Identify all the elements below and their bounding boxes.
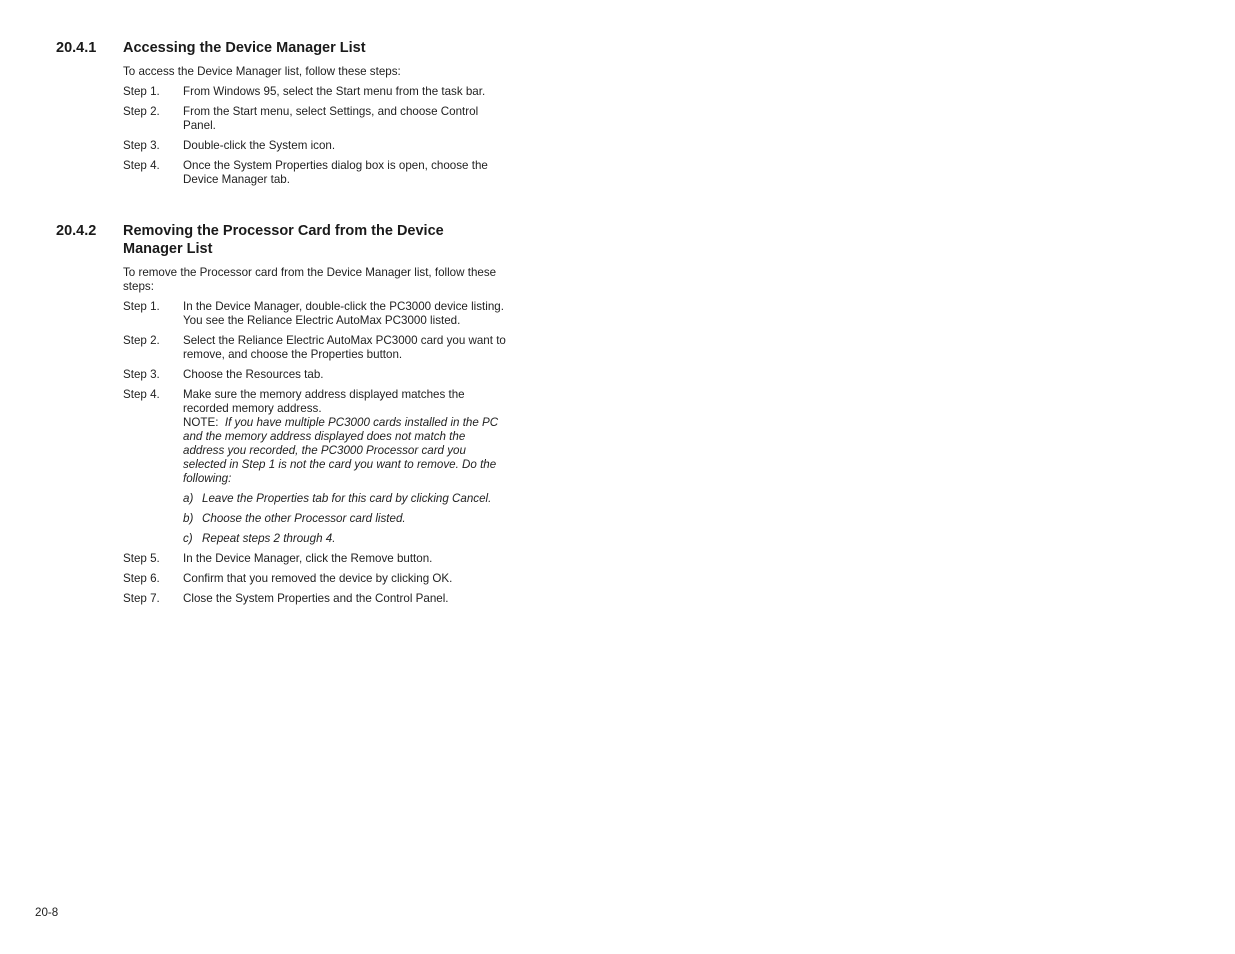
step-label: Step 2. (123, 105, 160, 118)
section-number: 20.4.2 (56, 223, 97, 239)
step-label: Step 3. (123, 368, 160, 381)
sub-step-label: c) (183, 532, 193, 545)
step-item (123, 388, 516, 546)
step-label: Step 1. (123, 300, 160, 313)
step-text: From the Start menu, select Settings, and choose Control Panel. (183, 105, 479, 132)
sub-step-text: Choose the other Processor card listed. (202, 512, 406, 525)
step-label: Step 4. (123, 159, 160, 172)
step-text: In the Device Manager, double-click the PC3000 device listing. You see the Reliance Electric AutoMax PC3000 listed. (183, 300, 504, 327)
step-text: Select the Reliance Electric AutoMax PC3000 card you want to remove, and choose the Properties button. (183, 334, 506, 361)
step-label: Step 7. (123, 592, 160, 605)
step-text: Choose the Resources tab. (183, 368, 324, 381)
step-item (123, 105, 516, 133)
section-accessing-device-manager (56, 39, 516, 193)
sub-step-list (183, 492, 508, 546)
section-heading (56, 39, 516, 57)
step-text: Confirm that you removed the device by clicking OK. (183, 572, 453, 585)
step-label: Step 6. (123, 572, 160, 585)
sub-step-item (183, 532, 508, 546)
step-label: Step 3. (123, 139, 160, 152)
step-text: Close the System Properties and the Control Panel. (183, 592, 449, 605)
sub-step-item (183, 492, 508, 506)
page-number: 20-8 (35, 906, 59, 919)
section-body (123, 65, 516, 187)
note (183, 416, 508, 486)
section-title: Removing the Processor Card from the Device Manager List (123, 223, 444, 257)
step-item (123, 139, 516, 153)
step-text: In the Device Manager, click the Remove button. (183, 552, 433, 565)
section-number: 20.4.1 (56, 40, 97, 56)
step-label: Step 5. (123, 552, 160, 565)
step-item (123, 334, 516, 362)
sub-step-label: a) (183, 492, 194, 505)
step-content (183, 388, 508, 546)
step-label: Step 4. (123, 388, 160, 401)
step-item (123, 85, 516, 99)
section-intro: To access the Device Manager list, follow these steps: (123, 65, 401, 78)
section-body (123, 266, 516, 606)
step-item (123, 592, 516, 606)
step-item (123, 300, 516, 328)
step-item (123, 159, 516, 187)
section-title: Accessing the Device Manager List (123, 40, 366, 56)
step-label: Step 1. (123, 85, 160, 98)
note-label: NOTE: (183, 416, 219, 429)
step-item (123, 552, 516, 566)
step-text: From Windows 95, select the Start menu from the task bar. (183, 85, 486, 98)
sub-step-text: Leave the Properties tab for this card by clicking Cancel. (202, 492, 492, 505)
step-item (123, 572, 516, 586)
step-label: Step 2. (123, 334, 160, 347)
section-intro: To remove the Processor card from the Device Manager list, follow these steps: (123, 266, 497, 293)
step-item (123, 368, 516, 382)
step-text: Double-click the System icon. (183, 139, 336, 152)
sub-step-label: b) (183, 512, 194, 525)
section-heading (56, 222, 516, 258)
step-text: Make sure the memory address displayed matches the recorded memory address. (183, 388, 465, 415)
note-text: If you have multiple PC3000 cards installed in the PC and the memory address displayed does not match the address you recorded, the PC3000 Processor card you selected in Step 1 is not the card you want to remove. Do the following: (183, 416, 499, 485)
section-removing-processor-card (56, 222, 516, 612)
sub-step-text: Repeat steps 2 through 4. (202, 532, 336, 545)
sub-step-item (183, 512, 508, 526)
step-text: Once the System Properties dialog box is open, choose the Device Manager tab. (183, 159, 488, 186)
